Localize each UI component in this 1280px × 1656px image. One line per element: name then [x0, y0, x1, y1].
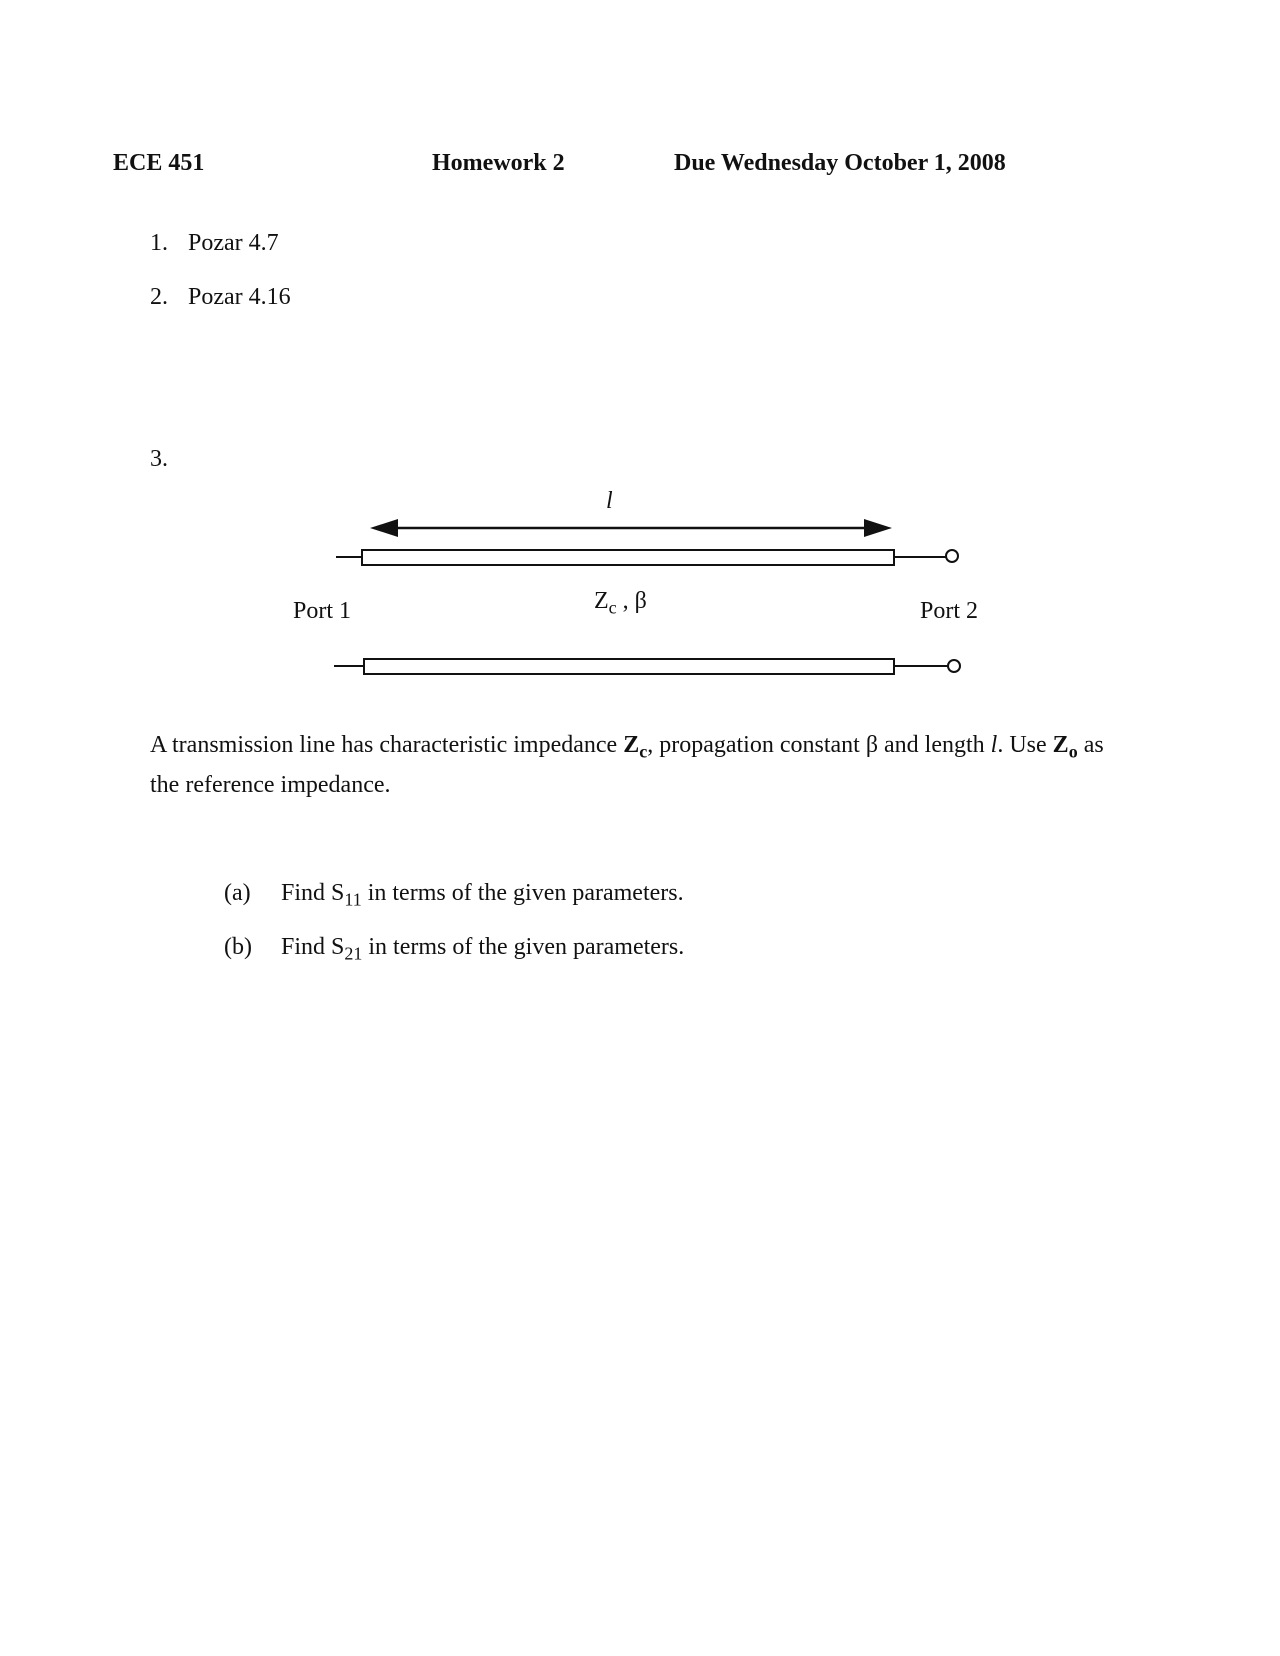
- port1-label: Port 1: [293, 598, 352, 624]
- top-conductor: [362, 550, 894, 565]
- port2-bottom-terminal: [948, 660, 960, 672]
- problem-2-number: 2.: [150, 284, 168, 310]
- problem-1-number: 1.: [150, 230, 168, 256]
- description-line-1: A transmission line has characteristic impedance $Z_c$, propagation constant β and length l. Use $Z_o$ as: [150, 732, 1104, 762]
- description-line-2: the reference impedance.: [150, 772, 391, 798]
- length-label: l: [606, 488, 613, 514]
- problem-1-text: Pozar 4.7: [188, 230, 279, 256]
- impedance-label: $Z_c$ , β: [594, 588, 647, 618]
- homework-title: Homework 2: [432, 150, 565, 176]
- problem-2-text: Pozar 4.16: [188, 284, 291, 310]
- course-code: ECE 451: [113, 150, 205, 176]
- part-b-text: Find $S_{21}$ in terms of the given parameters.: [281, 934, 685, 964]
- due-date: Due Wednesday October 1, 2008: [674, 150, 1006, 176]
- port2-top-terminal: [946, 550, 958, 562]
- part-a-label: (a): [224, 880, 251, 906]
- bottom-conductor: [364, 659, 894, 674]
- problem-3-number: 3.: [150, 446, 168, 472]
- port2-label: Port 2: [920, 598, 979, 624]
- part-a-text: Find $S_{11}$ in terms of the given parameters.: [281, 880, 684, 910]
- length-arrow-left-head: [370, 519, 398, 537]
- length-arrow-right-head: [864, 519, 892, 537]
- part-b-label: (b): [224, 934, 252, 960]
